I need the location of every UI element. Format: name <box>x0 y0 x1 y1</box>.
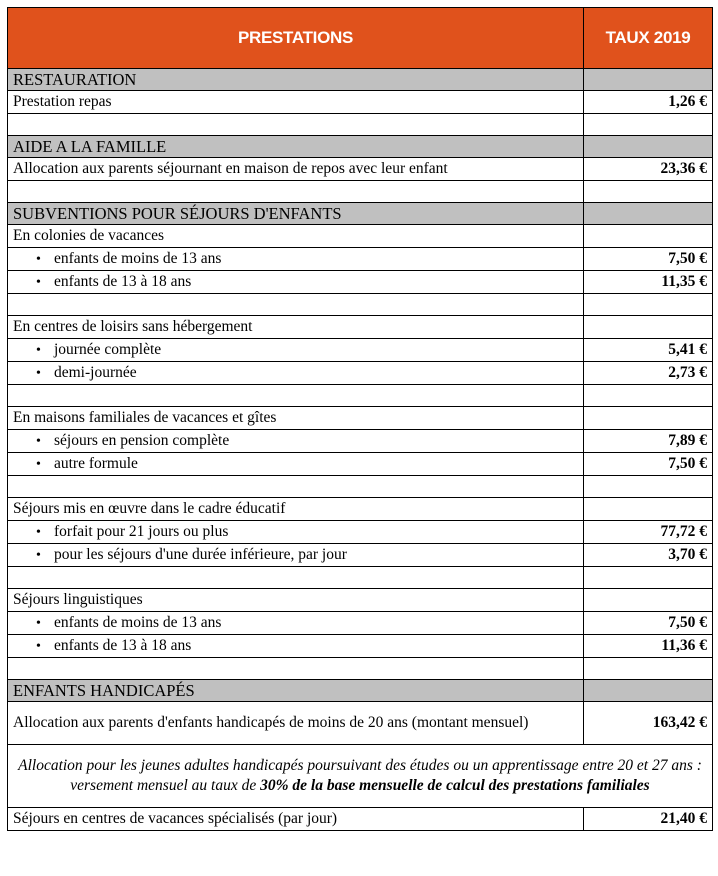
table-row <box>8 453 713 476</box>
row-value: 5,41 € <box>584 339 713 362</box>
section-title: ENFANTS HANDICAPÉS <box>8 680 584 702</box>
row-label: • enfants de 13 à 18 ans <box>8 635 584 658</box>
note-cell <box>8 745 713 808</box>
row-value: 1,26 € <box>584 91 713 114</box>
section-title: SUBVENTIONS POUR SÉJOURS D'ENFANTS <box>8 203 584 225</box>
subsection-label: En maisons familiales de vacances et gîtes <box>8 407 584 430</box>
note-text: Allocation pour les jeunes adultes handicapés poursuivant des études ou un apprentissage entre 20 et 27 ans : versement mensuel au taux de <box>18 757 702 794</box>
subsection-label: Séjours linguistiques <box>8 589 584 612</box>
row-value: 7,50 € <box>584 453 713 476</box>
row-label: • journée complète <box>8 339 584 362</box>
row-label: • séjours en pension complète <box>8 430 584 453</box>
row-value: 7,50 € <box>584 612 713 635</box>
row-value: 3,70 € <box>584 544 713 567</box>
row-value: 11,35 € <box>584 271 713 294</box>
table-row <box>8 702 713 745</box>
subsection-row <box>8 225 713 248</box>
spacer-row <box>8 476 713 498</box>
row-label: • demi-journée <box>8 362 584 385</box>
section-restauration <box>8 69 713 91</box>
table-row <box>8 339 713 362</box>
subsection-row <box>8 498 713 521</box>
spacer-row <box>8 114 713 136</box>
row-value: 23,36 € <box>584 158 713 181</box>
row-label: • enfants de moins de 13 ans <box>8 248 584 271</box>
table-header-row <box>8 8 713 69</box>
subsection-row <box>8 316 713 339</box>
note-row <box>8 745 713 808</box>
row-label: • enfants de moins de 13 ans <box>8 612 584 635</box>
table-row <box>8 808 713 831</box>
header-prestations: PRESTATIONS <box>8 8 584 69</box>
row-label: • forfait pour 21 jours ou plus <box>8 521 584 544</box>
section-title: RESTAURATION <box>8 69 584 91</box>
table-row <box>8 91 713 114</box>
table-row <box>8 248 713 271</box>
subsection-label: En colonies de vacances <box>8 225 584 248</box>
row-label: Prestation repas <box>8 91 584 114</box>
row-label: • enfants de 13 à 18 ans <box>8 271 584 294</box>
table-row <box>8 271 713 294</box>
header-taux: TAUX 2019 <box>584 8 713 69</box>
spacer-row <box>8 567 713 589</box>
table-row <box>8 158 713 181</box>
table-row <box>8 521 713 544</box>
table-row <box>8 362 713 385</box>
spacer-row <box>8 385 713 407</box>
row-label: Allocation aux parents d'enfants handicapés de moins de 20 ans (montant mensuel) <box>8 702 584 745</box>
subsection-label: Séjours mis en œuvre dans le cadre éducatif <box>8 498 584 521</box>
table-row <box>8 612 713 635</box>
row-value: 77,72 € <box>584 521 713 544</box>
table-row <box>8 544 713 567</box>
row-label: Séjours en centres de vacances spécialisés (par jour) <box>8 808 584 831</box>
row-label: Allocation aux parents séjournant en maison de repos avec leur enfant <box>8 158 584 181</box>
table-row <box>8 430 713 453</box>
prestations-table <box>7 7 713 831</box>
row-value: 163,42 € <box>584 702 713 745</box>
subsection-row <box>8 589 713 612</box>
spacer-row <box>8 181 713 203</box>
table-row <box>8 635 713 658</box>
note-bold: 30% de la base mensuelle de calcul des prestations familiales <box>260 777 650 794</box>
row-value: 2,73 € <box>584 362 713 385</box>
spacer-row <box>8 294 713 316</box>
row-label: • autre formule <box>8 453 584 476</box>
section-title: AIDE A LA FAMILLE <box>8 136 584 158</box>
section-aide-famille <box>8 136 713 158</box>
row-label: • pour les séjours d'une durée inférieure, par jour <box>8 544 584 567</box>
section-handicapes <box>8 680 713 702</box>
spacer-row <box>8 658 713 680</box>
subsection-row <box>8 407 713 430</box>
row-value: 7,89 € <box>584 430 713 453</box>
row-value: 7,50 € <box>584 248 713 271</box>
section-subventions <box>8 203 713 225</box>
row-value: 11,36 € <box>584 635 713 658</box>
row-value: 21,40 € <box>584 808 713 831</box>
subsection-label: En centres de loisirs sans hébergement <box>8 316 584 339</box>
